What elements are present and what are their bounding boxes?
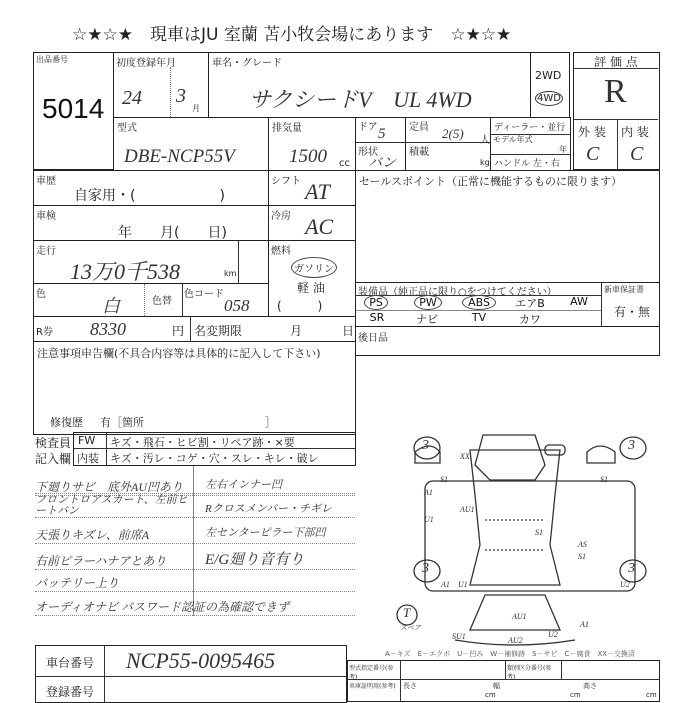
color-code-label: 色コード [184,289,224,300]
capacity-value: 2(5) [442,126,464,141]
damage-mark: AU1 [460,505,475,514]
recycle-unit: 円 [172,324,185,338]
comment-line: フロントロアスカート、左前ヒートバン [35,494,188,517]
name-change-day: 日 [342,324,355,338]
month-unit: 月 [192,104,200,113]
class-no-label: 類別区分番号(参考) [507,665,552,681]
comment-right: 左右インナー凹 [205,479,282,491]
damage-mark: S1 [600,475,608,484]
damage-mark: U2 [620,580,630,589]
car-damage-diagram [395,425,665,650]
model-cell [113,117,269,171]
lot-number: 5014 [42,93,105,124]
type-no-label: 型式指定番号(参考) [349,665,394,681]
equip-leather: カワ [519,313,541,326]
equip-abs: ABS [462,295,496,310]
first-reg-month: 3 [176,85,186,107]
load-unit: kg [480,158,490,167]
equip-sr: SR [369,311,385,324]
history-label: 車歴 [36,176,56,187]
mileage-label: 走行 [36,246,56,257]
displacement-cell [268,117,356,171]
door-value: 5 [378,126,386,142]
car-name-cell [208,52,531,118]
name-change-label: 名変期限 [194,324,243,338]
width-label: 幅 [493,682,500,690]
score-label: 評 価 点 [574,53,658,69]
comment-line: 下廻りサビ 底外AU凹あり [35,478,355,496]
comment-line: 天張りキズレ、前席A [35,526,355,544]
fuel-diesel: 軽 油 [297,281,325,295]
spare-note: スペア [400,624,421,632]
model-label: 型式 [117,123,137,134]
damage-mark: U1 [458,580,468,589]
tire-tread-fr: 3 [628,438,635,453]
exterior-score: C [586,143,600,165]
recycle-label: R券 [36,327,53,338]
displacement-label: 排気量 [272,123,302,134]
load-label: 積載 [409,147,429,158]
header-banner: ☆★☆★ 現車はJU 室蘭 苫小牧会場にあります ☆★☆★ [72,25,512,45]
history-value: 自家用・( ) [74,188,225,204]
height-label: 高さ [583,682,597,690]
history-cell [33,170,269,206]
color-change-label: 色替 [152,296,172,307]
tire-tread-rl: 3 [422,561,429,576]
damage-mark: SU1 [452,632,466,641]
cm-unit: cm [570,691,581,699]
shift-value: AT [305,179,330,204]
reference-table [347,660,660,702]
inspection-label: 車検 [36,211,56,222]
score-cell [573,52,660,170]
cm-unit: cm [485,691,496,699]
chassis-label: 車台番号 [46,656,95,670]
comment-line: 右前ピラーハナアとあり [35,552,355,570]
later-items-cell [355,326,660,356]
equip-pw: PW [414,295,442,310]
ac-value: AC [305,214,334,239]
tire-tread-fl: 3 [422,438,429,453]
cert-label: 車庫証明用(参考) [349,683,396,690]
equip-airbag: エアB [515,297,545,310]
fuel-gasoline-circled: ガソリン [291,257,337,278]
fuel-other: ( ) [277,299,323,313]
chassis-number: NCP55-0095465 [126,648,276,673]
mileage-value: 13万0千538 [70,259,181,284]
door-cell [355,117,406,171]
damage-mark: S1 [440,475,448,484]
tire-tread-rr: 3 [628,561,635,576]
ac-label: 冷房 [271,211,291,222]
dealer-cell [490,117,571,171]
capacity-cell [405,117,491,171]
damage-mark: A1 [441,580,450,589]
repair-label: 修復歴 [50,416,83,429]
exterior-label: 外 装 [578,125,606,139]
equip-ps: PS [364,295,388,310]
equip-tv: TV [471,311,487,324]
car-name-label: 車名・グレード [212,58,282,69]
damage-mark: A1 [424,488,433,497]
fw-label: FW [78,434,96,447]
comment-right: Rクロスメンバー・チギレ [205,503,332,515]
shape-value: バン [368,156,396,171]
model-value: DBE-NCP55V [124,146,235,167]
shape-label: 形状 [358,147,378,158]
damage-mark: S1 [578,552,586,561]
drive-cell [530,52,570,118]
damage-mark: AS [578,540,587,549]
color-code-value: 058 [224,296,250,315]
interior-items: キズ・汚レ・コゲ・穴・スレ・キレ・破レ [110,452,319,465]
ac-cell [268,205,356,241]
damage-mark: AU1 [512,612,527,621]
color-cell [33,283,269,317]
model-year-label: モデル年式 [493,135,533,144]
handle-label: ハンドル 左・右 [494,159,560,169]
car-name-value: サクシードV UL 4WD [249,87,472,112]
shift-cell [268,170,356,206]
damage-mark: S1 [535,528,543,537]
inspection-value: 年 月( 日) [118,225,227,241]
recycle-cell [33,316,356,342]
comment-line: バッテリー上り [35,574,355,592]
drive-4wd-circled: 4WD [537,93,561,104]
comment-right: E/G廻り音有り [205,552,305,568]
damage-mark: A1 [580,620,589,629]
fuel-label: 燃料 [271,246,291,257]
capacity-unit: 人 [480,135,490,146]
comment-line: オーディオナビ パスワード認証の為確認できず [35,598,355,616]
damage-legend: A－キズ E－エクボ U－凹み W－補修跡 S－サビ C－腐食 XX－交換済 [385,650,636,658]
interior-label-small: 内装 [77,452,99,465]
recycle-value: 8330 [90,319,126,339]
inspection-cell [33,205,269,241]
mileage-unit: km [224,269,237,278]
equip-aw: AW [570,295,588,308]
first-reg-label: 初度登録年月 [116,58,176,69]
damage-mark: U1 [424,515,434,524]
first-reg-cell [113,52,209,118]
length-label: 長さ [403,682,417,690]
cc-unit: cc [339,158,350,169]
registration-label: 登録番号 [46,685,95,699]
lot-cell [33,52,114,170]
inspector-grid [73,432,356,466]
fw-items: キズ・飛石・ヒビ割・リペア跡・×要 [110,436,295,449]
equipment-cell [355,282,660,327]
drive-2wd: 2WD [535,69,562,82]
damage-mark: U2 [548,630,558,639]
year-unit: 年 [559,145,567,154]
comment-right: 左センターピラー下部凹 [205,527,326,539]
score-value: R [604,73,627,110]
equip-navi: ナビ [416,313,438,326]
first-reg-year: 24 [122,87,142,109]
name-change-month: 月 [290,324,303,338]
dealer-label: ディーラー・並行 [494,123,566,133]
damage-mark: XX [460,452,470,461]
mileage-cell [33,240,269,284]
warranty-value: 有・無 [614,305,651,319]
notes-header: 注意事項申告欄(不具合内容等は具体的に記入して下さい) [37,347,321,360]
sales-point-label: セールスポイント（正常に機能するものに限ります） [359,175,623,188]
inspector-label: 検査員 [35,436,72,450]
warranty-label: 新車保証書 [604,285,644,294]
capacity-label: 定員 [409,122,429,133]
color-value: 白 [102,296,120,316]
interior-label: 内 装 [621,125,649,139]
sales-point-cell [355,170,660,283]
repair-value: 有［箇所 ］ [100,416,276,429]
door-label: ドア [358,122,378,133]
later-items-label: 後日品 [358,333,388,344]
color-label: 色 [36,289,46,300]
notes-cell [33,341,356,435]
spare-tire-mark: T [403,605,411,620]
entry-label: 記入欄 [35,452,72,466]
interior-score: C [630,143,644,165]
damage-mark: AU2 [508,636,523,645]
displacement-value: 1500 [289,146,327,167]
equipment-label: 装備品（純正品に限り○をつけてください） [358,287,557,298]
shift-label: シフト [271,176,301,187]
cm-unit: cm [646,691,657,699]
chassis-cell [35,645,347,703]
fuel-cell [268,240,356,317]
lot-label: 出品番号 [36,55,68,64]
